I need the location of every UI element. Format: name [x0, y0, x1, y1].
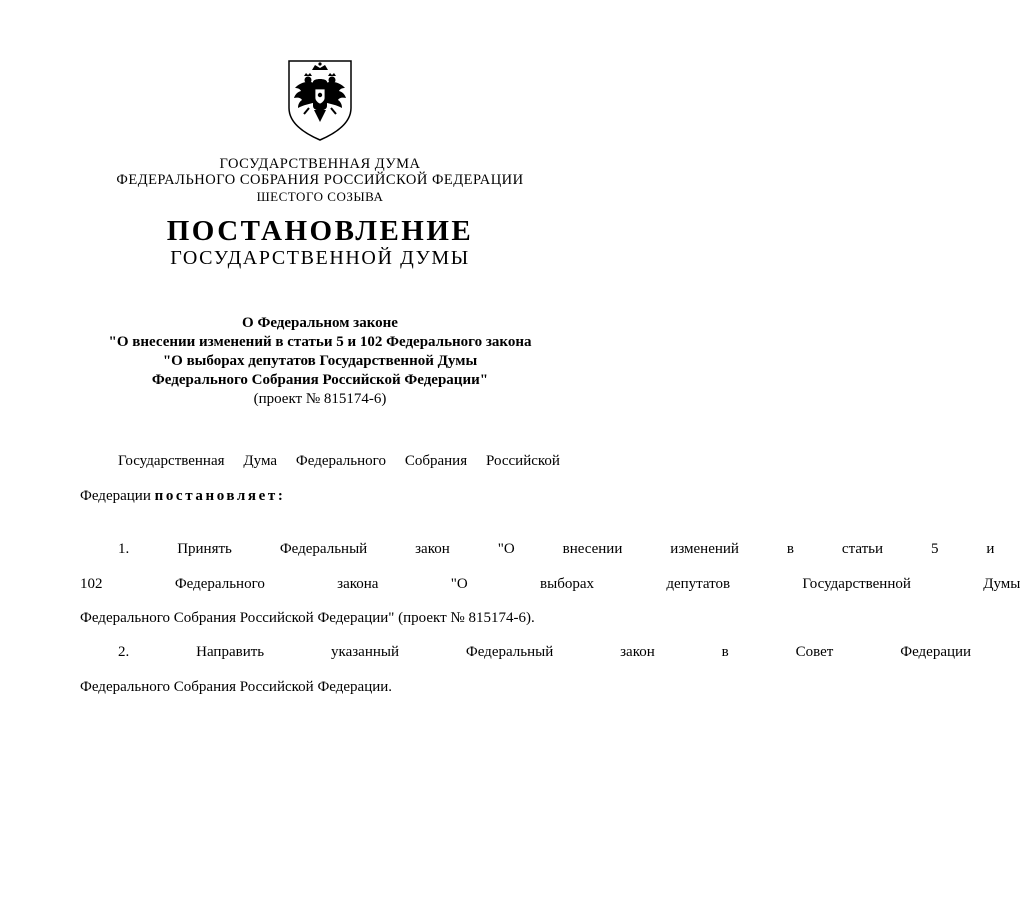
org-line-convocation: ШЕСТОГО СОЗЫВА [256, 189, 384, 204]
preamble-word: Собрания [404, 453, 468, 469]
subject-line-4: Федерального Собрания Российской Федерации" [151, 372, 489, 388]
item-1-line-3: Федерального Собрания Российской Федерации" (проект № 815174-6). [80, 610, 535, 626]
subject-line-3: "О выборах депутатов Государственной Думы [162, 353, 478, 369]
preamble-word: Дума [243, 453, 278, 469]
item-2-line-1: 2. Направить указанный Федеральный закон в Совет Федерации [118, 644, 972, 660]
subject-line-2: "О внесении изменений в статьи 5 и 102 Федерального закона [108, 334, 532, 350]
item-2-line-2: Федерального Собрания Российской Федерации. [80, 679, 393, 695]
preamble-word: Федерального [295, 453, 386, 469]
project-number: (проект № 815174-6) [253, 391, 387, 407]
preamble-word: Государственная [118, 453, 225, 469]
preamble-word: Российской [486, 453, 560, 469]
org-line-assembly: ФЕДЕРАЛЬНОГО СОБРАНИЯ РОССИЙСКОЙ ФЕДЕРАЦИИ [116, 172, 524, 188]
item-1-line-2: 102 Федерального закона "О выборах депутатов Государственной Думы [80, 576, 1020, 592]
subject-line-1: О Федеральном законе [242, 315, 398, 331]
item-1-line-1: 1. Принять Федеральный закон "О внесении изменений в статьи 5 и [118, 541, 995, 557]
document-type-title: ПОСТАНОВЛЕНИЕ [166, 215, 474, 247]
org-line-duma: ГОСУДАРСТВЕННАЯ ДУМА [219, 156, 421, 172]
preamble-line-2-start: Федерации [80, 488, 155, 504]
preamble-line-2 [80, 487, 560, 506]
coat-of-arms-icon [286, 58, 354, 142]
document-type-subtitle: ГОСУДАРСТВЕННОЙ ДУМЫ [170, 247, 470, 269]
preamble-verb: постановляет: [154, 488, 286, 504]
preamble-line-1 [118, 452, 560, 471]
